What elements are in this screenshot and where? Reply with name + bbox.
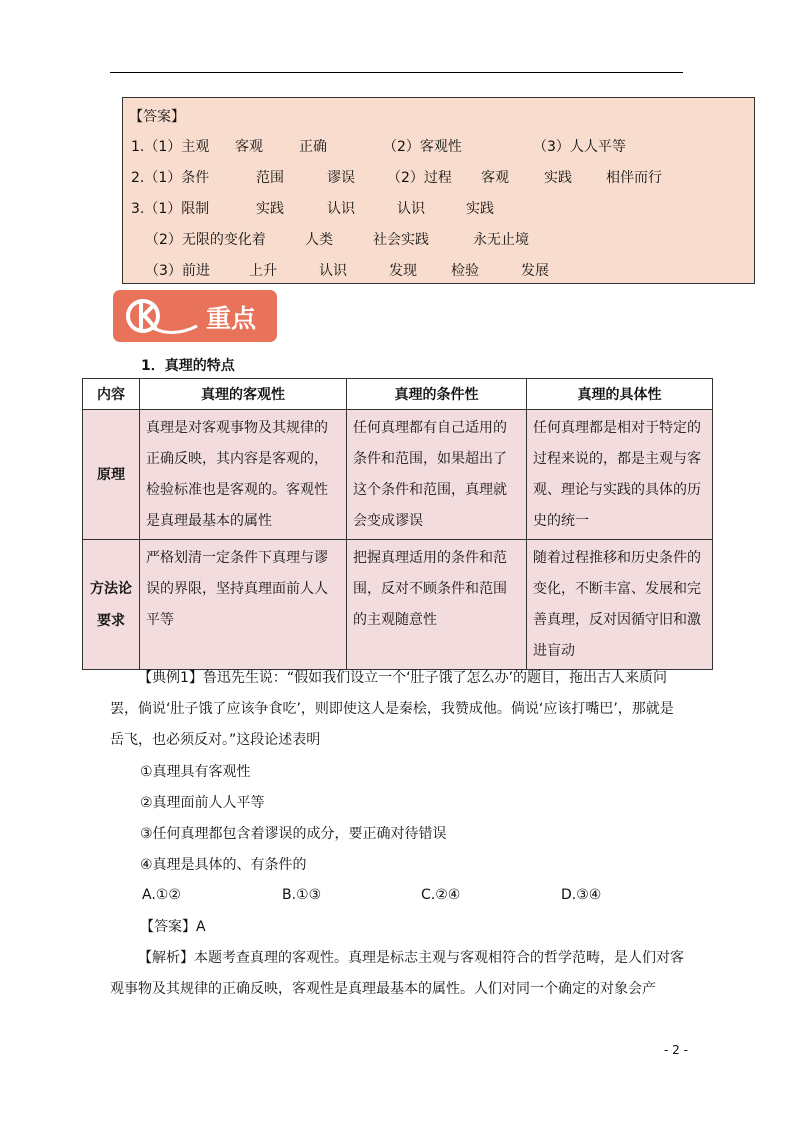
example-item: ④真理是具体的、有条件的 bbox=[140, 857, 307, 873]
table-cell: 任何真理都是相对于特定的过程来说的，都是主观与客观、理论与实践的具体的历史的统一 bbox=[527, 410, 713, 540]
option-a: A.①② bbox=[142, 887, 181, 903]
table-cell: 把握真理适用的条件和范围，反对不顾条件和范围的主观随意性 bbox=[347, 540, 527, 670]
example-item: ②真理面前人人平等 bbox=[140, 795, 265, 811]
answer-cell: 人类 bbox=[305, 232, 333, 248]
row-label: 原理 bbox=[83, 410, 140, 540]
answer-cell: 认识 bbox=[327, 201, 355, 217]
answer-cell: 3.（1）限制 bbox=[131, 201, 210, 217]
option-c: C.②④ bbox=[421, 887, 461, 903]
answer-cell: （3）前进 bbox=[145, 263, 210, 279]
table-cell: 严格划清一定条件下真理与谬误的界限，坚持真理面前人人平等 bbox=[140, 540, 347, 670]
table-header: 真理的条件性 bbox=[347, 379, 527, 410]
example-item: ①真理具有客观性 bbox=[140, 764, 251, 780]
answer-cell: 社会实践 bbox=[373, 232, 429, 248]
table-cell: 真理是对客观事物及其规律的正确反映，其内容是客观的，检验标准也是客观的。客观性是真理最基本的属性 bbox=[140, 410, 347, 540]
row-label: 方法论要求 bbox=[83, 540, 140, 670]
table-header: 内容 bbox=[83, 379, 140, 410]
answer-cell: 1.（1）主观 bbox=[131, 139, 210, 155]
table-header: 真理的具体性 bbox=[527, 379, 713, 410]
key-point-badge bbox=[113, 290, 277, 342]
answer-cell: 正确 bbox=[299, 139, 327, 155]
answer-cell: （2）客观性 bbox=[383, 139, 462, 155]
answer-cell: 相伴而行 bbox=[606, 170, 662, 186]
table-cell: 任何真理都有自己适用的条件和范围，如果超出了这个条件和范围，真理就会变成谬误 bbox=[347, 410, 527, 540]
header-rule bbox=[110, 72, 683, 73]
table-header: 真理的客观性 bbox=[140, 379, 347, 410]
answer-cell: 2.（1）条件 bbox=[131, 170, 210, 186]
answer-cell: 实践 bbox=[544, 170, 572, 186]
answer-cell: 谬误 bbox=[327, 170, 355, 186]
badge-text: 重点 bbox=[206, 304, 257, 333]
answer-cell: 发展 bbox=[521, 263, 549, 279]
table-row bbox=[83, 410, 713, 540]
answer-cell: 认识 bbox=[319, 263, 347, 279]
answer-cell: 实践 bbox=[256, 201, 284, 217]
answer-cell: 客观 bbox=[481, 170, 509, 186]
answer-cell: （2）无限的变化着 bbox=[145, 232, 266, 248]
answer-line: 【答案】A bbox=[140, 919, 206, 935]
example-item: ③任何真理都包含着谬误的成分，要正确对待错误 bbox=[140, 826, 447, 842]
answer-cell: 检验 bbox=[451, 263, 479, 279]
answer-cell: 范围 bbox=[256, 170, 284, 186]
example-stem: 【典例1】鲁迅先生说：“假如我们设立一个‘肚子饿了怎么办’的题目，拖出古人来质问罢，倘说‘肚子饿了应该争食吃’，则即使这人是秦桧，我赞成他。倘说‘应该打嘴巴’，那就是岳飞，也必须反对。”这段论述表明 bbox=[110, 670, 674, 748]
table-header-row bbox=[83, 379, 713, 410]
answer-cell: 永无止境 bbox=[473, 232, 529, 248]
option-d: D.③④ bbox=[561, 887, 602, 903]
section-title: 1．真理的特点 bbox=[141, 358, 235, 374]
answer-cell: （2）过程 bbox=[387, 170, 452, 186]
answer-cell: 客观 bbox=[235, 139, 263, 155]
answer-cell: 实践 bbox=[466, 201, 494, 217]
answer-cell: 发现 bbox=[389, 263, 417, 279]
option-b: B.①③ bbox=[282, 887, 322, 903]
answer-cell: （3）人人平等 bbox=[533, 139, 626, 155]
analysis-text: 【解析】本题考查真理的客观性。真理是标志主观与客观相符合的哲学范畴，是人们对客观事物及其规律的正确反映，客观性是真理最基本的属性。人们对同一个确定的对象会产 bbox=[110, 950, 684, 997]
truth-features-table bbox=[82, 378, 713, 670]
table-cell: 随着过程推移和历史条件的变化，不断丰富、发展和完善真理，反对因循守旧和激进盲动 bbox=[527, 540, 713, 670]
answer-box bbox=[122, 97, 755, 284]
answer-cell: 上升 bbox=[249, 263, 277, 279]
table-row bbox=[83, 540, 713, 670]
page-number: - 2 - bbox=[664, 1043, 688, 1057]
answer-cell: 认识 bbox=[397, 201, 425, 217]
answer-title: 【答案】 bbox=[129, 109, 185, 125]
